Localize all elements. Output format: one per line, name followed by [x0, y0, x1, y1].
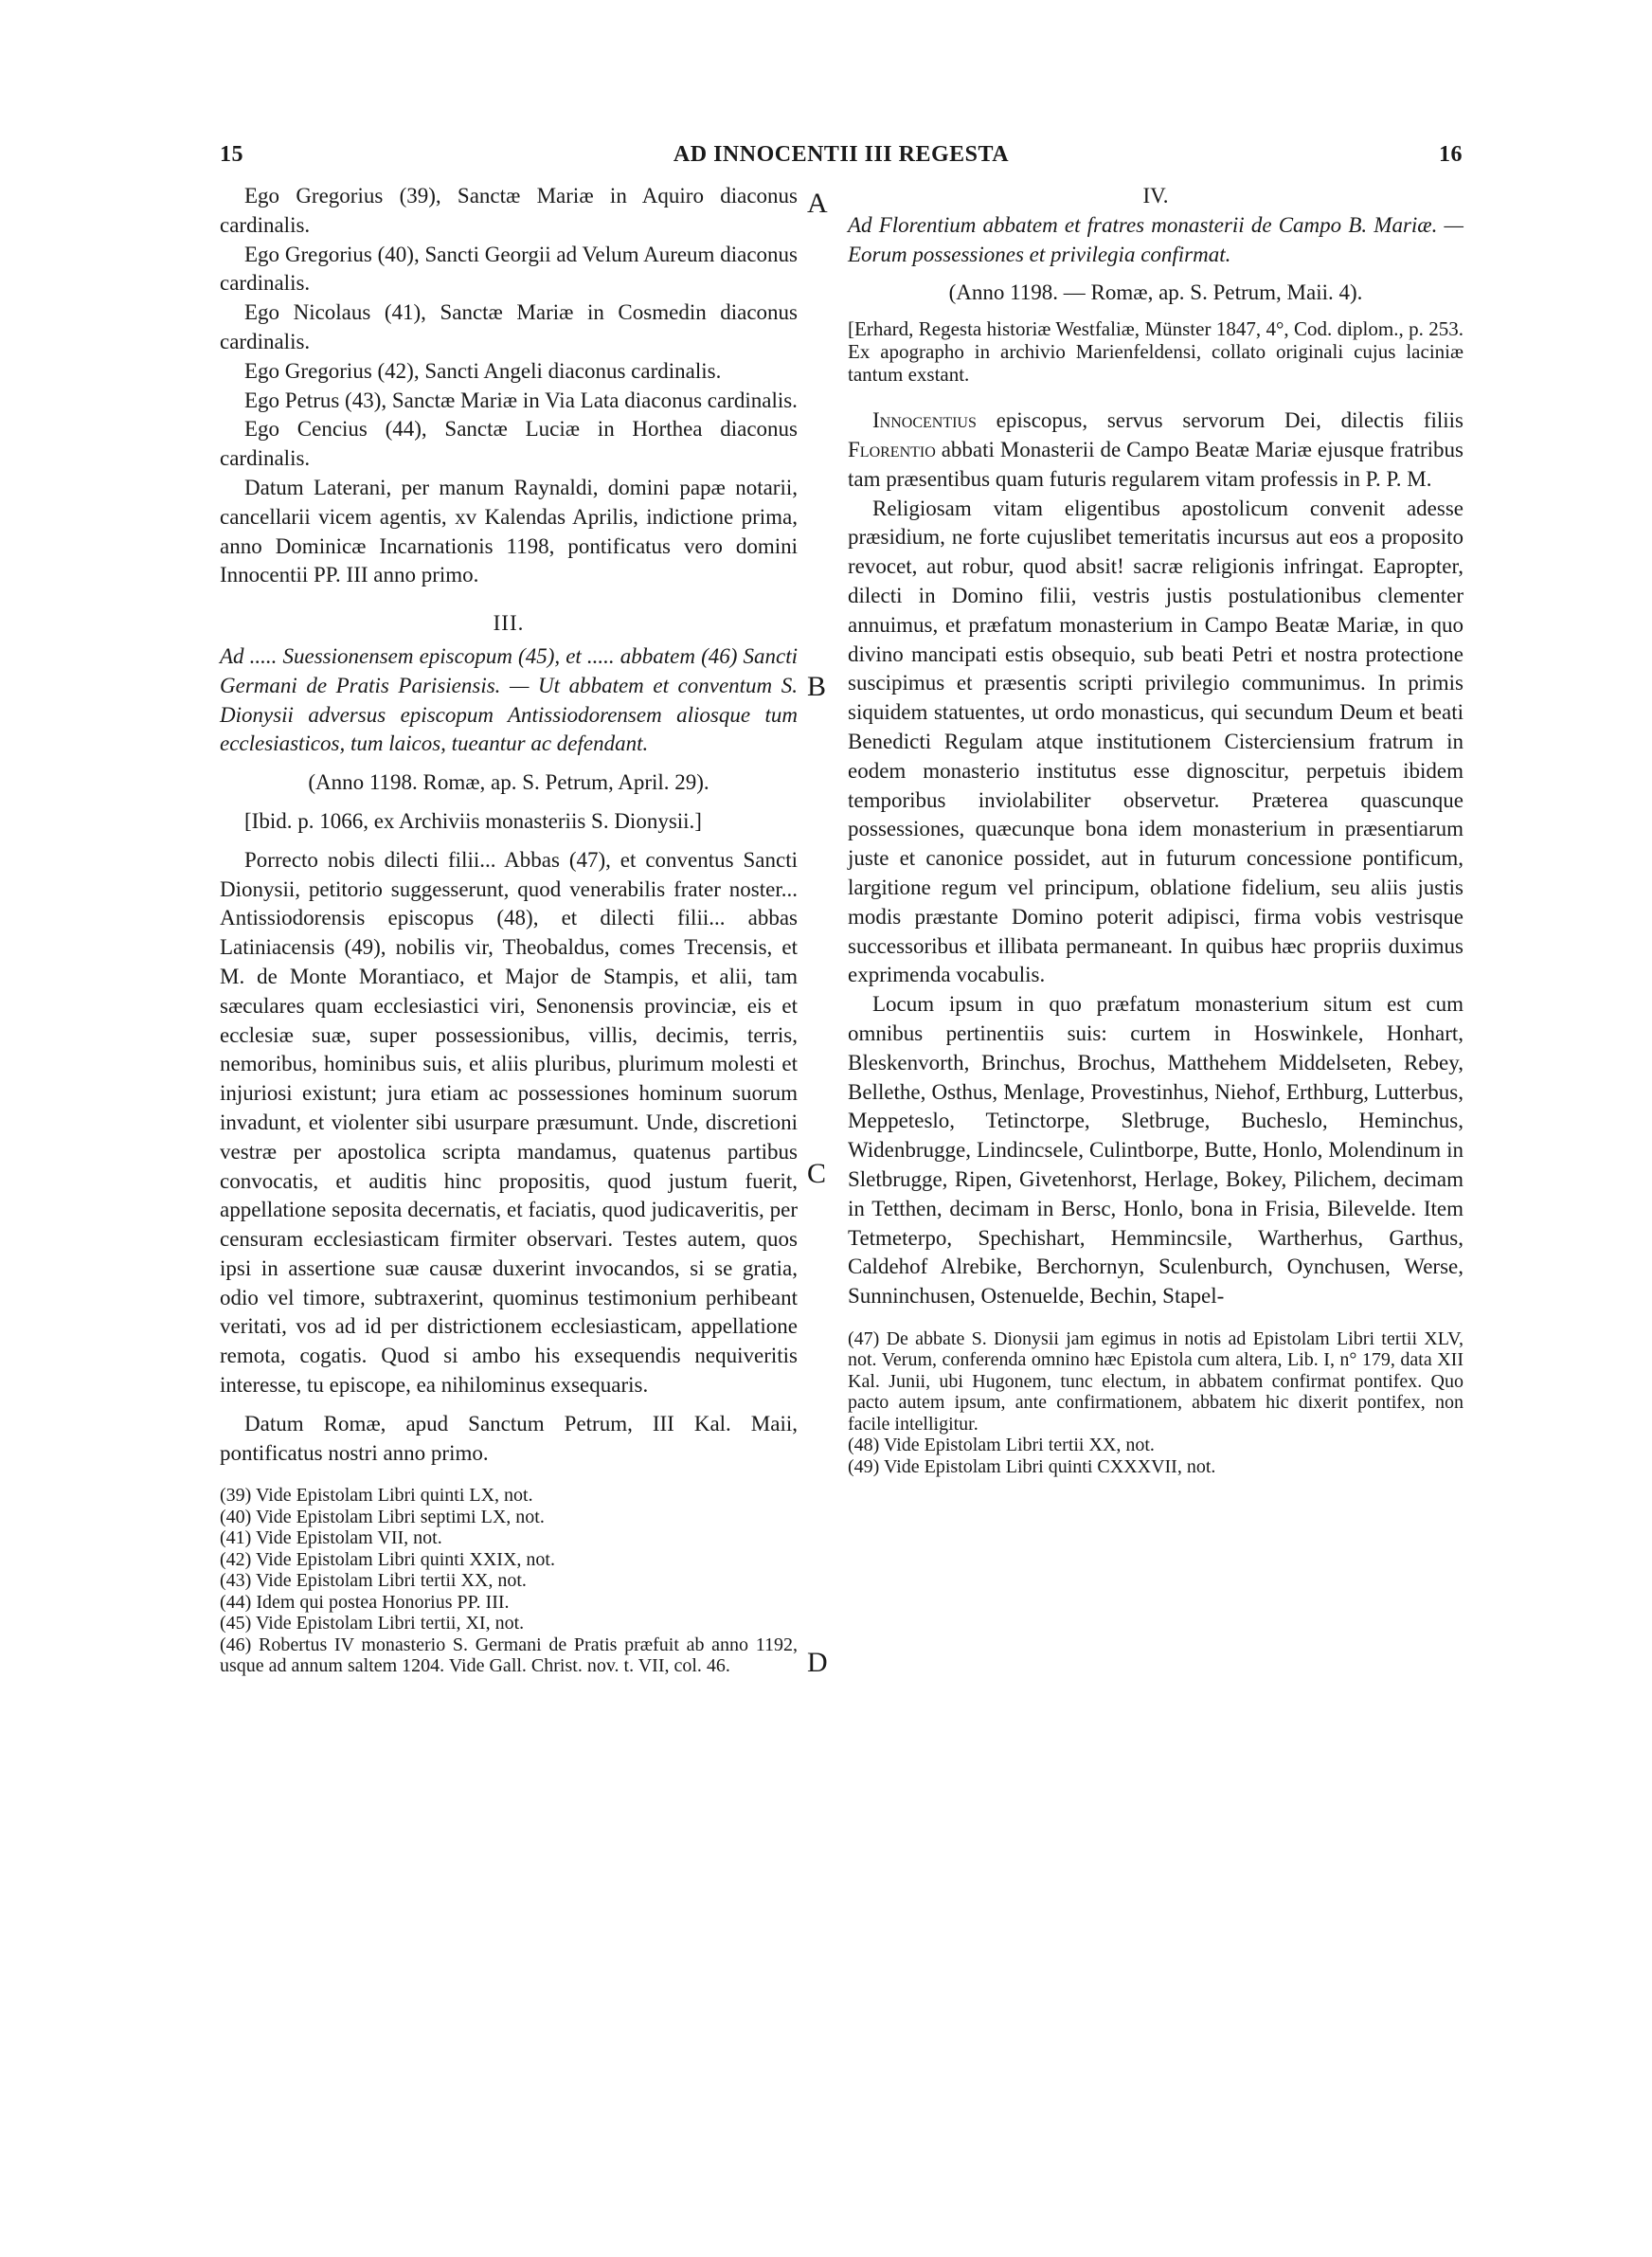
page-header: [220, 142, 1463, 180]
signatory: Ego Gregorius (40), Sancti Georgii ad Velum Aureum diaconus cardinalis.: [220, 242, 798, 296]
footnote: (48) Vide Epistolam Libri tertii XX, not.: [848, 1435, 1155, 1456]
margin-letter-b: B: [807, 671, 827, 702]
letter-body-1: Religiosam vitam eligentibus apostolicum convenit adesse præsidium, ne forte cujuslibet temeritatis incursus aut eos a proposito revocet, aut robur, quod absit! sacræ religionis infringat. Eapropter, dilecti in Domino filii, vestris justis postulationibus clementer annuimus, et præfatum monasterium in Campo Beatæ Mariæ, in quo divino mancipati estis obsequio, sub beati Petri et nostra protectione suscipimus et præsentis scripti privilegio communimus. In primis siquidem statuentes, ut ordo monasticus, qui secundum Deum et beati Benedicti Regulam atque institutionem Cisterciensium fratrum in eodem monasterio institutus esse dignoscitur, perpetuis ibidem temporibus inviolabiliter observetur. Præterea quascunque possessiones, quæcunque bona idem monasterium in præsentiarum juste et canonice possidet, aut in futurum concessione pontificum, largitione regum vel principum, oblatione fidelium, seu aliis justis modis præstante Domino poterit adipisci, firma vobis vestrisque successoribus et illibata permaneant. In quibus hæc propriis duximus exprimenda vocabulis.: [848, 496, 1463, 987]
footnote: (44) Idem qui postea Honorius PP. III.: [220, 1591, 510, 1613]
signatory: Ego Petrus (43), Sanctæ Mariæ in Via Lata diaconus cardinalis.: [244, 388, 798, 412]
datum-paragraph: Datum Laterani, per manum Raynaldi, domini papæ notarii, cancellarii vicem agentis, xv Kalendas Aprilis, indictione prima, anno Dominicæ Incarnationis 1198, pontificatus vero domini Innocentii PP. III anno primo.: [220, 475, 798, 587]
letter-date: (Anno 1198. — Romæ, ap. S. Petrum, Maii. 4).: [948, 280, 1363, 305]
intro-end: abbati Monasterii de Campo Beatæ Mariæ ejusque fratribus tam præsentibus quam futuris regularem vitam professis in P. P. M.: [848, 437, 1463, 491]
footnotes-right: [848, 1328, 1463, 1478]
letter-address: Ad Florentium abbatem et fratres monasterii de Campo B. Mariæ. — Eorum possessiones et privilegia confirmat.: [848, 212, 1463, 266]
letter-closing: Datum Romæ, apud Sanctum Petrum, III Kal. Maii, pontificatus nostri anno primo.: [220, 1411, 798, 1465]
signatory: Ego Gregorius (39), Sanctæ Mariæ in Aquiro diaconus cardinalis.: [220, 184, 798, 237]
right-column: [848, 182, 1463, 1477]
footnote: (40) Vide Epistolam Libri septimi LX, not.: [220, 1506, 545, 1527]
footnote: (49) Vide Epistolam Libri quinti CXXXVII, not.: [848, 1455, 1216, 1477]
footnote: (42) Vide Epistolam Libri quinti XXIX, not.: [220, 1548, 555, 1570]
letter-body: Porrecto nobis dilecti filii... Abbas (47), et conventus Sancti Dionysii, petitorio suggesserunt, quod venerabilis frater noster... Antissiodorensis episcopus (48), et dilecti filii... abbas Latiniacensis (49), nobilis vir, Theobaldus, comes Trecensis, et M. de Monte Morantiaco, et Major de Stampis, et alii, tam sæculares quam ecclesiastici viri, Senonensis provinciæ, eis et ecclesiæ suæ, super possessionibus, villis, decimis, terris, nemoribus, hominibus suis, et aliis pluribus, plurimum molesti et injuriosi existunt; jura etiam ac possessiones hominum suorum invadunt, et violenter sibi usurpare præsumunt. Unde, discretioni vestræ per apostolica scripta mandamus, quatenus partibus convocatis, et auditis hinc propositis, quod justum fuerit, appellatione seposita decernatis, et faciatis, quod judicaveritis, per censuram ecclesiasticam firmiter observari. Testes autem, quos ipsi in assertione suæ causæ duxerint invocandos, si se gratia, odio vel timore, subtraxerint, quominus testimonium perhibeant veritati, vos ad id per districtionem ecclesiasticam, appellatione remota, cogatis. Quod si ambo his exsequendis nequiveritis interesse, tu episcope, ea nihilominus exsequaris.: [220, 847, 798, 1398]
page-number-right: 16: [1439, 142, 1463, 167]
letter-heading-iv: IV.: [1142, 184, 1169, 208]
signatory: Ego Cencius (44), Sanctæ Luciæ in Horthea diaconus cardinalis.: [220, 417, 798, 471]
signatory: Ego Nicolaus (41), Sanctæ Mariæ in Cosmedin diaconus cardinalis.: [220, 300, 798, 353]
footnotes-left: [220, 1485, 798, 1677]
letter-source: [Ibid. p. 1066, ex Archiviis monasteriis S. Dionysii.]: [244, 808, 702, 833]
letter-intro: [848, 406, 1463, 494]
intro-name: Florentio: [848, 437, 936, 461]
signatory: Ego Gregorius (42), Sancti Angeli diaconus cardinalis.: [244, 358, 722, 383]
footnote: (39) Vide Epistolam Libri quinti LX, not.: [220, 1485, 533, 1507]
letter-address: Ad ..... Suessionensem episcopum (45), et ..... abbatem (46) Sancti Germani de Pratis Parisiensis. — Ut abbatem et conventum S. Dionysii adversus episcopum Antissiodorensem aliosque tum ecclesiasticos, tum laicos, tueantur ac defendant.: [220, 643, 798, 756]
footnote: (46) Robertus IV monasterio S. Germani de Pratis præfuit ab anno 1192, usque ad annum saltem 1204. Vide Gall. Christ. nov. t. VII, col. 46.: [220, 1634, 798, 1677]
margin-letter-a: A: [807, 188, 828, 219]
intro-caps: Innocentius: [872, 408, 977, 433]
letter-date: (Anno 1198. Romæ, ap. S. Petrum, April. 29).: [308, 770, 709, 795]
footnote: (47) De abbate S. Dionysii jam egimus in notis ad Epistolam Libri tertii XLV, not. Verum, conferenda omnino hæc Epistola cum altera, Lib. I, n° 179, data XII Kal. Junii, ubi Hugonem, tunc electum, in abbatem confirmat pontifex. Quo pacto autem ipsum, ante confirmationem, abbatem hic dixerit pontifex, non facile intelligitur.: [848, 1327, 1463, 1435]
page-number-left: 15: [220, 142, 243, 167]
letter-source: [Erhard, Regesta historiæ Westfaliæ, Münster 1847, 4°, Cod. diplom., p. 253. Ex apographo in archivio Marienfeldensi, collato originali cujus laciniæ tantum exstant.: [848, 317, 1463, 387]
intro-text: episcopus, servus servorum Dei, dilectis filiis: [996, 408, 1464, 433]
letter-body-2: Locum ipsum in quo præfatum monasterium situm est cum omnibus pertinentiis suis: curtem in Hoswinkele, Honhart, Bleskenvorth, Brinchus, Brochus, Matthehem Middelseten, Rebey, Bellethe, Osthus, Menlage, Provestinhus, Niehof, Erthburg, Lutterbus, Meppeteslo, Tetinctorpe, Sletbruge, Bucheslo, Heminchus, Widenbrugge, Lindincsele, Culintborpe, Butte, Honlo, Molendinum in Sletbrugge, Ripen, Givetenhorst, Herlage, Bokey, Pilichem, decimam in Tetthen, decimam in Bersc, Honlo, bona in Frisia, Bilevelde. Item Tetmeterpo, Spechishart, Hemmincsile, Wartherhus, Garthus, Caldehof Alrebike, Berchornyn, Sculenburch, Oynchusen, Werse, Sunninchusen, Ostenuelde, Bechin, Stapel-: [848, 992, 1463, 1309]
footnote: (43) Vide Epistolam Libri tertii XX, not.: [220, 1570, 527, 1592]
letter-heading-iii: III.: [493, 611, 525, 636]
left-column: [220, 182, 798, 1677]
running-title: AD INNOCENTII III REGESTA: [673, 142, 1010, 167]
margin-letter-c: C: [807, 1158, 827, 1189]
margin-letter-d: D: [807, 1647, 828, 1678]
footnote: (45) Vide Epistolam Libri tertii, XI, not.: [220, 1613, 525, 1634]
footnote: (41) Vide Epistolam VII, not.: [220, 1527, 442, 1549]
